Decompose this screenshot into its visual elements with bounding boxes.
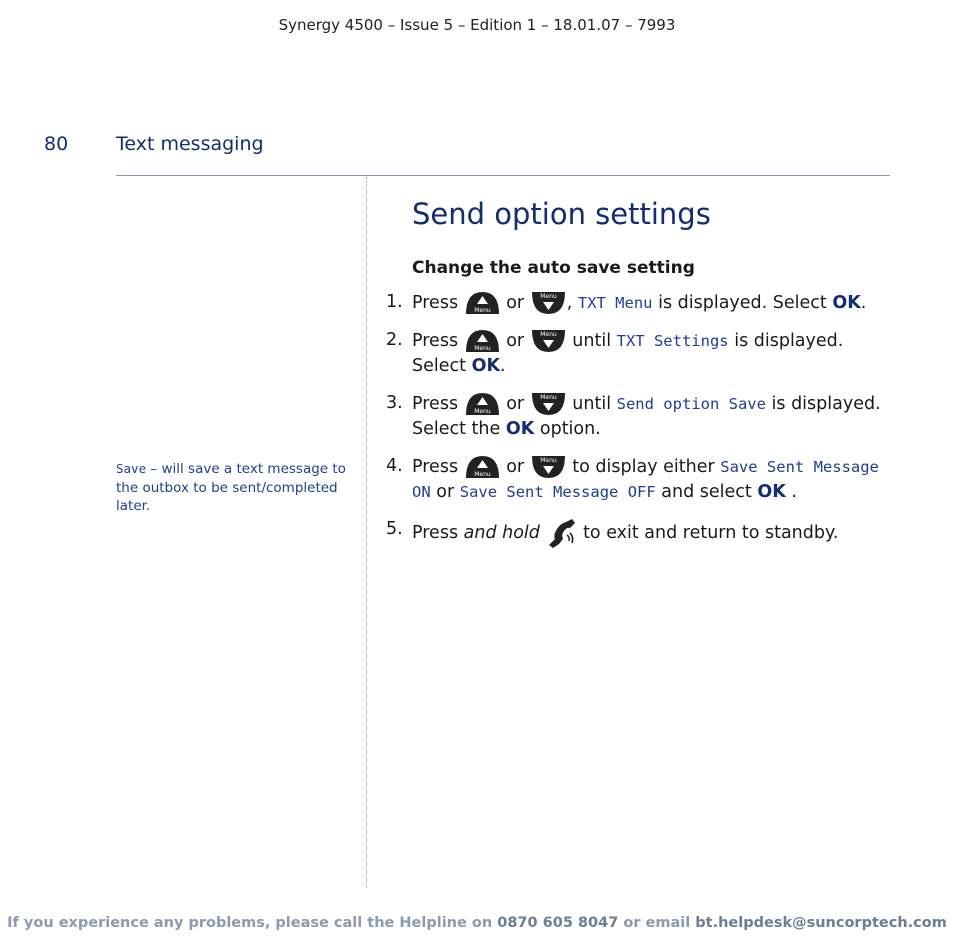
side-note xyxy=(116,460,348,516)
step-text: or xyxy=(506,457,525,477)
step-text: is displayed. xyxy=(771,394,881,414)
header-divider xyxy=(116,175,890,176)
display-text: Send option Save xyxy=(616,395,766,413)
column-divider xyxy=(366,177,367,887)
step-text: to display either xyxy=(572,457,715,477)
end-call-icon xyxy=(545,517,577,549)
svg-text:Menu: Menu xyxy=(539,293,557,300)
down-menu-key-icon xyxy=(530,391,567,417)
svg-text:Menu: Menu xyxy=(473,307,491,314)
step-number: 5. xyxy=(386,519,403,539)
step-text: Select the xyxy=(412,419,501,439)
step-4 xyxy=(386,454,896,505)
ok-key: OK xyxy=(832,293,861,313)
display-text: TXT Settings xyxy=(616,332,729,350)
ok-key: OK xyxy=(757,482,786,502)
ok-key: OK xyxy=(505,419,535,439)
down-menu-key-icon xyxy=(530,290,567,316)
step-text: . xyxy=(860,293,867,313)
step-5 xyxy=(386,517,896,549)
step-text: option. xyxy=(539,419,601,439)
up-menu-key-icon xyxy=(464,391,501,417)
step-text: or xyxy=(436,482,455,502)
steps-list xyxy=(386,290,896,561)
document-header: Synergy 4500 – Issue 5 – Edition 1 – 18.01.07 – 7993 xyxy=(278,16,676,34)
step-emphasis: and hold xyxy=(463,523,540,543)
step-number: 4. xyxy=(386,456,403,476)
helpdesk-email: bt.helpdesk@suncorptech.com xyxy=(695,915,947,931)
down-menu-key-icon xyxy=(530,454,567,480)
svg-text:Menu: Menu xyxy=(539,457,557,464)
step-text: . xyxy=(500,356,506,376)
step-text: and select xyxy=(661,482,752,502)
up-menu-key-icon xyxy=(464,328,501,354)
step-1 xyxy=(386,290,896,316)
up-menu-key-icon xyxy=(464,290,501,316)
step-text: or xyxy=(506,394,525,414)
step-text: until xyxy=(572,394,612,414)
step-3 xyxy=(386,391,896,442)
svg-text:Menu: Menu xyxy=(473,471,491,478)
step-text: or xyxy=(506,293,525,313)
display-text-on: Save Sent Message ON xyxy=(412,458,879,501)
svg-text:Menu: Menu xyxy=(539,394,557,401)
step-text: Press xyxy=(412,394,459,414)
display-text-off: Save Sent Message OFF xyxy=(459,483,656,501)
page-number: 80 xyxy=(44,133,69,155)
step-text: , xyxy=(566,293,573,313)
step-text: is displayed. xyxy=(734,331,844,351)
up-menu-key-icon xyxy=(464,454,501,480)
step-text: Press xyxy=(412,457,459,477)
svg-text:Menu: Menu xyxy=(539,331,557,338)
step-number: 3. xyxy=(386,393,403,413)
subheading: Change the auto save setting xyxy=(412,258,695,278)
side-note-keyword: Save xyxy=(116,461,147,476)
footer-text: If you experience any problems, please call the Helpline on xyxy=(7,915,493,931)
step-number: 2. xyxy=(386,330,403,350)
footer-text: or email xyxy=(623,915,691,931)
page-title: Send option settings xyxy=(412,197,711,231)
svg-text:Menu: Menu xyxy=(473,345,491,352)
helpline-footer xyxy=(0,915,954,931)
step-text: or xyxy=(506,331,525,351)
display-text: TXT Menu xyxy=(577,294,653,312)
step-text: to exit and return to standby. xyxy=(583,523,839,543)
step-text: is displayed. Select xyxy=(658,293,827,313)
section-title: Text messaging xyxy=(116,133,264,155)
step-text: Press xyxy=(412,293,459,313)
svg-text:Menu: Menu xyxy=(473,408,491,415)
step-text: Select xyxy=(412,356,466,376)
side-note-text: – will save a text message to the outbox to be sent/completed later. xyxy=(116,461,346,514)
step-2 xyxy=(386,328,896,379)
step-text: until xyxy=(572,331,612,351)
down-menu-key-icon xyxy=(530,328,567,354)
step-text: . xyxy=(791,482,797,502)
step-text: Press xyxy=(412,523,459,543)
ok-key: OK xyxy=(471,356,501,376)
step-number: 1. xyxy=(386,292,403,312)
step-text: Press xyxy=(412,331,459,351)
helpline-phone: 0870 605 8047 xyxy=(497,915,619,931)
